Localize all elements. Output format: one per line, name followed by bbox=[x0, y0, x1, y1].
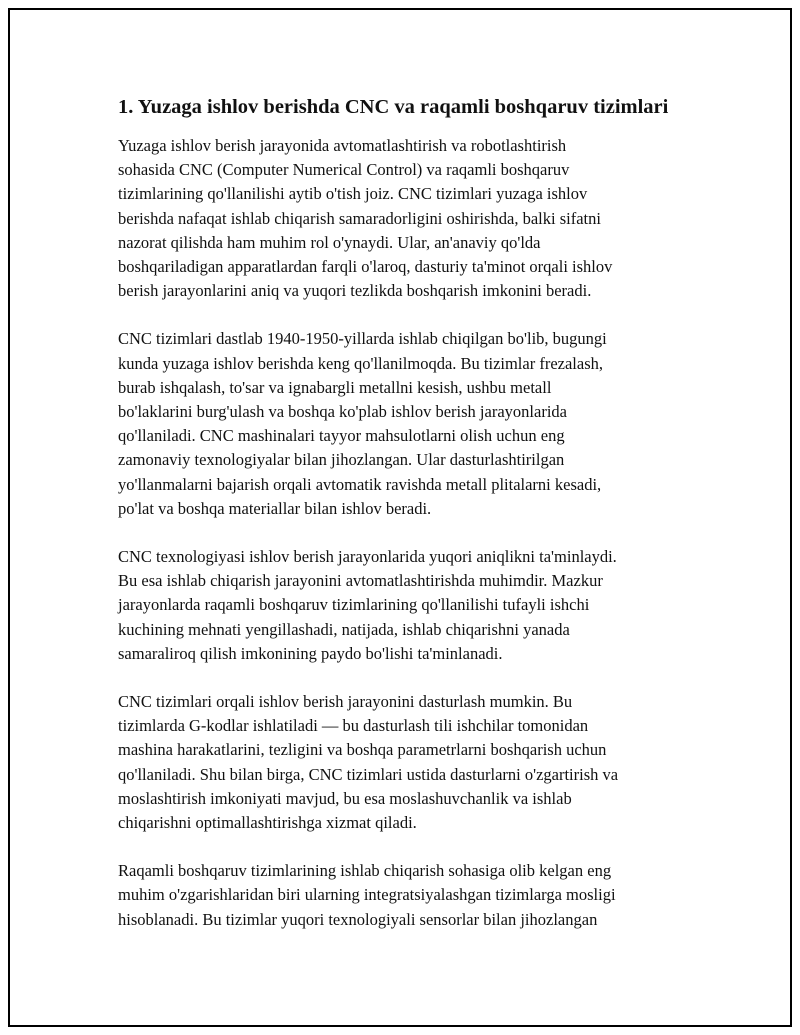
text-line: Bu esa ishlab chiqarish jarayonini avtomatlashtirishda muhimdir. Mazkur bbox=[118, 571, 603, 591]
text-line: qo'llaniladi. Shu bilan birga, CNC tizimlari ustida dasturlarni o'zgartirish va bbox=[118, 764, 619, 784]
text-line: bo'laklarini burg'ulash va boshqa ko'plab ishlov berish jarayonlarida bbox=[118, 402, 567, 422]
text-line: chiqarishni optimallashtirishga xizmat qiladi. bbox=[118, 813, 417, 833]
paragraph-1 bbox=[118, 134, 698, 303]
text-line: qo'llaniladi. CNC mashinalari tayyor mahsulotlarni olish uchun eng bbox=[118, 426, 565, 446]
text-line: nazorat qilishda ham muhim rol o'ynaydi. Ular, an'anaviy qo'lda bbox=[118, 232, 541, 252]
text-line: mashina harakatlarini, tezligini va boshqa parametrlarni boshqarish uchun bbox=[118, 740, 607, 760]
text-line: zamonaviy texnologiyalar bilan jihozlangan. Ular dasturlashtirilgan bbox=[118, 450, 565, 470]
paragraph-3 bbox=[118, 545, 698, 666]
document-body bbox=[118, 93, 698, 956]
text-line: Raqamli boshqaruv tizimlarining ishlab chiqarish sohasiga olib kelgan eng bbox=[118, 861, 612, 881]
text-line: jarayonlarda raqamli boshqaruv tizimlarining qo'llanilishi tufayli ishchi bbox=[118, 595, 590, 615]
paragraph-2 bbox=[118, 327, 698, 521]
text-line: yo'llanmalarni bajarish orqali avtomatik ravishda metall plitalarni kesadi, bbox=[118, 474, 602, 494]
text-line: CNC tizimlari orqali ishlov berish jarayonini dasturlash mumkin. Bu bbox=[118, 692, 573, 712]
text-line: sohasida CNC (Computer Numerical Control) va raqamli boshqaruv bbox=[118, 160, 570, 180]
text-line: kuchining mehnati yengillashadi, natijada, ishlab chiqarishni yanada bbox=[118, 619, 570, 639]
text-line: kunda yuzaga ishlov berishda keng qo'llanilmoqda. Bu tizimlar frezalash, bbox=[118, 353, 604, 373]
text-line: tizimlarda G-kodlar ishlatiladi — bu dasturlash tili ishchilar tomonidan bbox=[118, 716, 589, 736]
text-line: Yuzaga ishlov berish jarayonida avtomatlashtirish va robotlashtirish bbox=[118, 136, 567, 155]
text-line: tizimlarining qo'llanilishi aytib o'tish joiz. CNC tizimlari yuzaga ishlov bbox=[118, 184, 588, 204]
text-line: berishda nafaqat ishlab chiqarish samaradorligini oshirishda, balki sifatni bbox=[118, 208, 601, 228]
paragraph-5 bbox=[118, 859, 698, 932]
text-line: boshqariladigan apparatlardan farqli o'laroq, dasturiy ta'minot orqali ishlov bbox=[118, 257, 613, 277]
text-line: moslashtirish imkoniyati mavjud, bu esa moslashuvchanlik va ishlab bbox=[118, 788, 572, 808]
text-line: samaraliroq qilish imkonining paydo bo'lishi ta'minlanadi. bbox=[118, 643, 503, 663]
section-heading: 1. Yuzaga ishlov berishda CNC va raqamli boshqaruv tizimlari bbox=[118, 96, 669, 118]
text-line: hisoblanadi. Bu tizimlar yuqori texnologiyali sensorlar bilan jihozlangan bbox=[118, 909, 598, 929]
text-line: berish jarayonlarini aniq va yuqori tezlikda boshqarish imkonini beradi. bbox=[118, 281, 592, 301]
text-line: burab ishqalash, to'sar va ignabargli metallni kesish, ushbu metall bbox=[118, 377, 552, 397]
text-line: CNC tizimlari dastlab 1940-1950-yillarda ishlab chiqilgan bo'lib, bugungi bbox=[118, 329, 607, 349]
text-line: muhim o'zgarishlaridan biri ularning integratsiyalashgan tizimlarga mosligi bbox=[118, 885, 616, 905]
text-line: po'lat va boshqa materiallar bilan ishlov beradi. bbox=[118, 498, 432, 518]
paragraph-4 bbox=[118, 690, 698, 835]
text-line: CNC texnologiyasi ishlov berish jarayonlarida yuqori aniqlikni ta'minlaydi. bbox=[118, 547, 617, 567]
